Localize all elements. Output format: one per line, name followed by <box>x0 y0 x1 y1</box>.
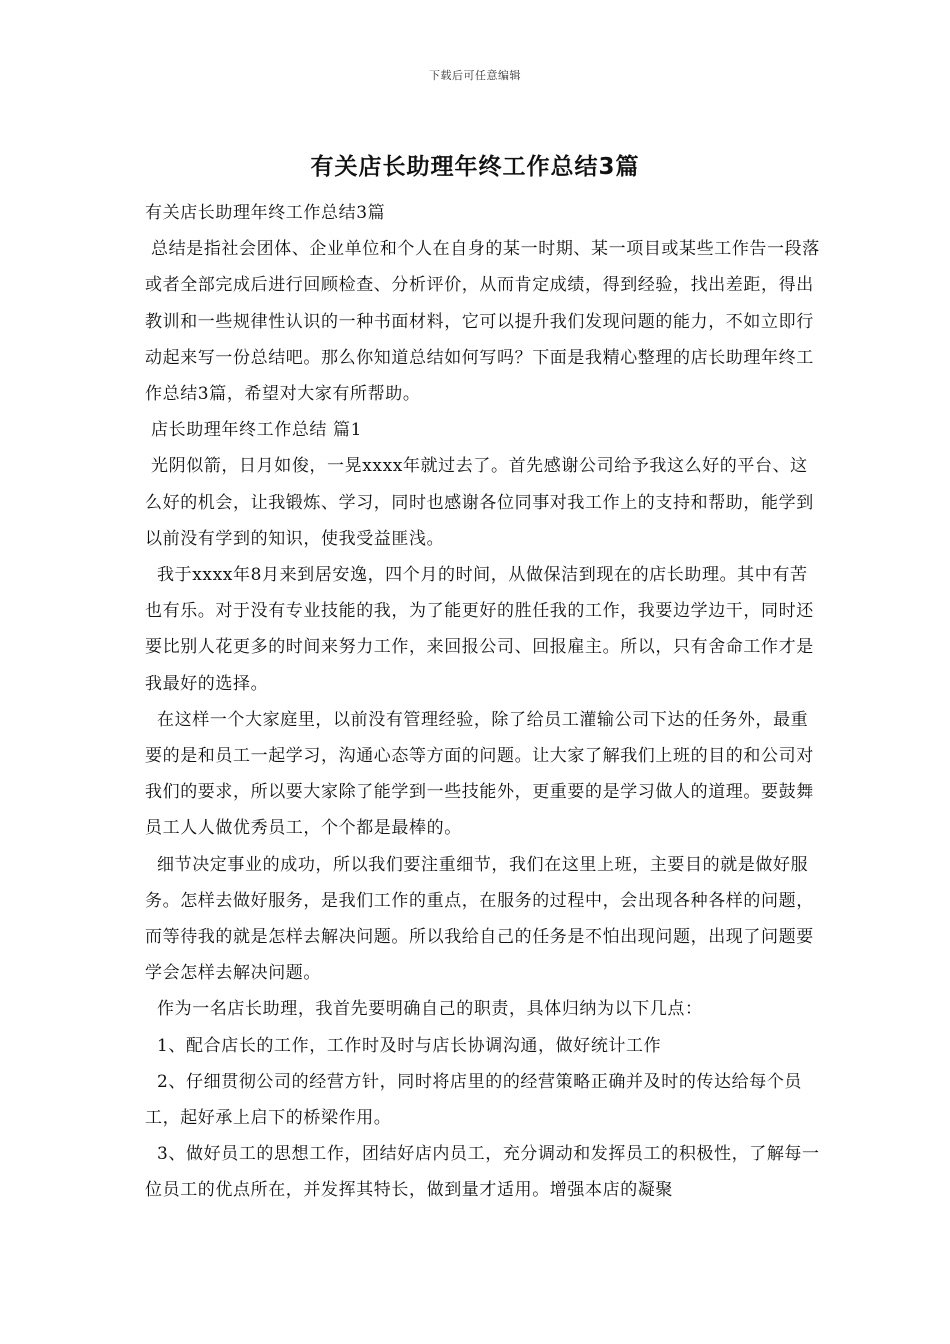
list-item: 3、做好员工的思想工作，团结好店内员工，充分调动和发挥员工的积极性，了解每一位员工的优点所在，并发挥其特长，做到量才适用。增强本店的凝聚 <box>145 1144 820 1201</box>
paragraph-intro: 总结是指社会团体、企业单位和个人在自身的某一时期、某一项目或某些工作告一段落或者全部完成后进行回顾检查、分析评价，从而肯定成绩，得到经验，找出差距，得出教训和一些规律性认识的一种书面材料，它可以提升我们发现问题的能力，不如立即行动起来写一份总结吧。那么你知道总结如何写吗？下面是我精心整理的店长助理年终工作总结3篇，希望对大家有所帮助。 <box>145 239 820 405</box>
list-item: 1、配合店长的工作，工作时及时与店长协调沟通，做好统计工作 <box>145 1035 662 1056</box>
header-note: 下载后可任意编辑 <box>429 69 521 82</box>
paragraph: 作为一名店长助理，我首先要明确自己的职责，具体归纳为以下几点： <box>145 999 703 1020</box>
document-body <box>145 195 825 1209</box>
list-item: 2、仔细贯彻公司的经营方针，同时将店里的的经营策略正确并及时的传达给每个员工，起好承上启下的桥梁作用。 <box>145 1071 803 1129</box>
section-heading: 店长助理年终工作总结 篇1 <box>145 420 363 441</box>
paragraph: 细节决定事业的成功，所以我们要注重细节，我们在这里上班，主要目的就是做好服务。怎样去做好服务，是我们工作的重点，在服务的过程中，会出现各种各样的问题，而等待我的就是怎样去解决问题。所以我给自己的任务是不怕出现问题，出现了问题要学会怎样去解决问题。 <box>145 854 814 984</box>
document-title: 有关店长助理年终工作总结3篇 <box>310 154 640 180</box>
paragraph: 在这样一个大家庭里，以前没有管理经验，除了给员工灌输公司下达的任务外，最重要的是和员工一起学习，沟通心态等方面的问题。让大家了解我们上班的目的和公司对我们的要求，所以要大家除了能学到一些技能外，更重要的是学习做人的道理。要鼓舞员工人人做优秀员工，个个都是最棒的。 <box>145 709 814 839</box>
paragraph: 光阴似箭，日月如俊，一晃xxxx年就过去了。首先感谢公司给予我这么好的平台、这么好的机会，让我锻炼、学习，同时也感谢各位同事对我工作上的支持和帮助，能学到以前没有学到的知识，使我受益匪浅。 <box>145 456 814 549</box>
paragraph: 我于xxxx年8月来到居安逸，四个月的时间，从做保洁到现在的店长助理。其中有苦也有乐。对于没有专业技能的我，为了能更好的胜任我的工作，我要边学边干，同时还要比别人花更多的时间来努力工作，来回报公司、回报雇主。所以，只有舍命工作才是我最好的选择。 <box>145 565 814 694</box>
paragraph-subtitle: 有关店长助理年终工作总结3篇 <box>145 203 386 223</box>
